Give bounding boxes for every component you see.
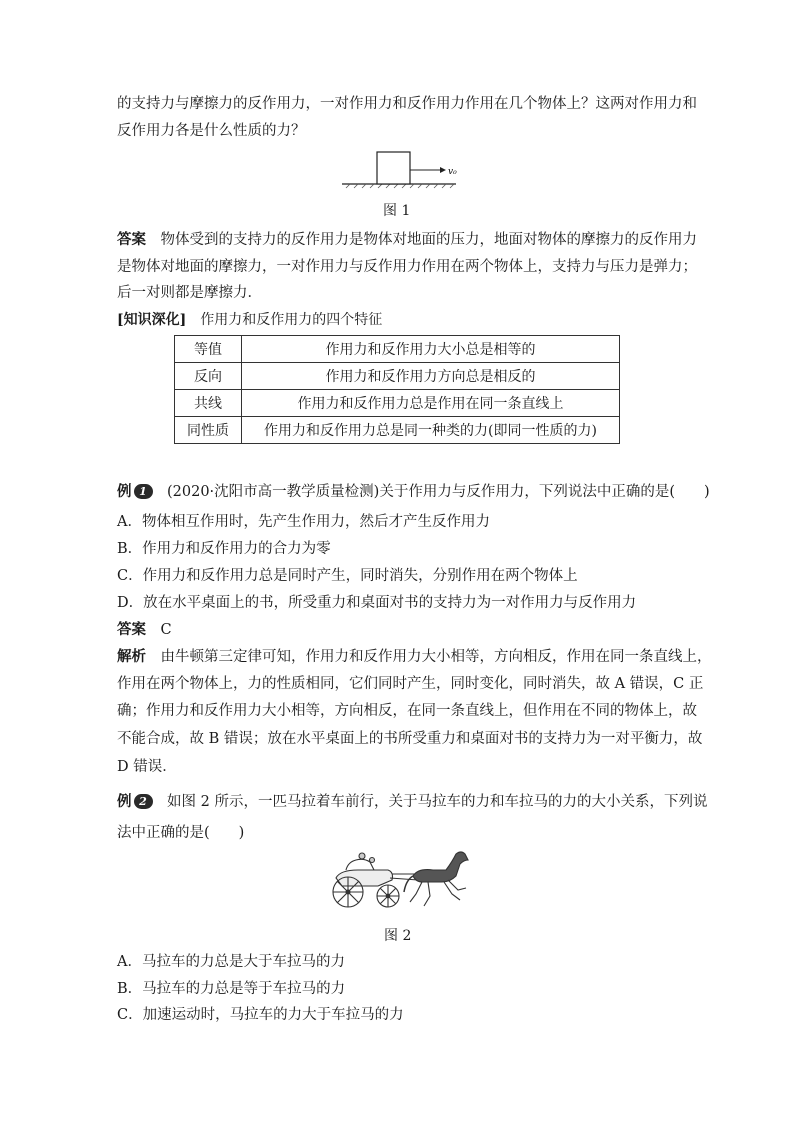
intro-line-2: 反作用力各是什么性质的力？: [117, 123, 306, 139]
answer-1-line-1: [117, 230, 697, 250]
knowledge-tag: [知识深化]: [117, 312, 187, 328]
analysis-line-1: [117, 647, 712, 667]
table-value: 作用力和反作用力方向总是相反的: [242, 363, 620, 390]
analysis-text: 由牛顿第三定律可知，作用力和反作用力大小相等，方向相反，作用在同一条直线上，: [160, 649, 712, 665]
table-row: [175, 390, 620, 417]
figure-1-block-on-ground: [340, 150, 470, 190]
option-a: A．马拉车的力总是大于车拉马的力: [117, 954, 345, 970]
table-row: [175, 417, 620, 444]
table-key: 同性质: [175, 417, 242, 444]
example-1-stem: [117, 482, 710, 502]
example-label: 例: [117, 793, 132, 810]
table-row: [175, 363, 620, 390]
answer-1-text: 物体受到的支持力的反作用力是物体对地面的压力，地面对物体的摩擦力的反作用力: [160, 232, 697, 248]
table-value: 作用力和反作用力大小总是相等的: [242, 336, 620, 363]
figure-2-caption: 图 2: [384, 928, 412, 944]
option-b: B．作用力和反作用力的合力为零: [117, 541, 331, 557]
answer-1-line-2: 是物体对地面的摩擦力，一对作用力与反作用力作用在两个物体上，支持力与压力是弹力；: [117, 259, 697, 275]
analysis-line-5: D 错误．: [117, 759, 177, 775]
example-number-badge: 2: [134, 794, 153, 809]
intro-line-1: 的支持力与摩擦力的反作用力，一对作用力和反作用力作用在几个物体上？这两对作用力和: [117, 96, 697, 112]
velocity-label: v₀: [448, 167, 457, 177]
example-1-question: (2020·沈阳市高一教学质量检测)关于作用力与反作用力，下列说法中正确的是( ): [167, 484, 710, 500]
example-2-stem-1: [117, 792, 707, 812]
analysis-label: 解析: [117, 648, 146, 665]
option-d: D．放在水平桌面上的书，所受重力和桌面对书的支持力为一对作用力与反作用力: [117, 595, 637, 611]
example-2-stem-2: 法中正确的是( ): [117, 825, 245, 841]
answer-label: 答案: [117, 621, 146, 638]
example-label: 例: [117, 483, 132, 500]
table-row: [175, 336, 620, 363]
table-key: 反向: [175, 363, 242, 390]
answer-value: C: [160, 622, 172, 638]
analysis-line-3: 确；作用力和反作用力大小相等，方向相反，在同一条直线上，但作用在不同的物体上，故: [117, 703, 697, 719]
example-2-question: 如图 2 所示，一匹马拉着车前行，关于马拉车的力和车拉马的力的大小关系，下列说: [167, 794, 708, 810]
option-c: C．作用力和反作用力总是同时产生，同时消失，分别作用在两个物体上: [117, 568, 578, 584]
figure-2-horse-carriage: [318, 848, 478, 914]
analysis-line-2: 作用在两个物体上，力的性质相同，它们同时产生，同时变化，同时消失，故 A 错误，C 正: [117, 676, 704, 692]
table-value: 作用力和反作用力总是作用在同一条直线上: [242, 390, 620, 417]
answer-label: 答案: [117, 231, 146, 248]
analysis-line-4: 不能合成，故 B 错误；放在水平桌面上的书所受重力和桌面对书的支持力为一对平衡力，故: [117, 731, 703, 747]
example-1-answer: [117, 620, 172, 640]
knowledge-heading: [117, 310, 382, 330]
table-value: 作用力和反作用力总是同一种类的力(即同一性质的力): [242, 417, 620, 444]
knowledge-title: 作用力和反作用力的四个特征: [200, 312, 383, 328]
table-key: 等值: [175, 336, 242, 363]
option-b: B．马拉车的力总是等于车拉马的力: [117, 981, 346, 997]
table-key: 共线: [175, 390, 242, 417]
figure-1-caption: 图 1: [383, 203, 411, 219]
answer-1-line-3: 后一对则都是摩擦力．: [117, 285, 262, 301]
option-c: C．加速运动时，马拉车的力大于车拉马的力: [117, 1007, 404, 1023]
example-number-badge: 1: [134, 484, 153, 499]
features-table: [174, 335, 620, 444]
option-a: A．物体相互作用时，先产生作用力，然后才产生反作用力: [117, 514, 490, 530]
